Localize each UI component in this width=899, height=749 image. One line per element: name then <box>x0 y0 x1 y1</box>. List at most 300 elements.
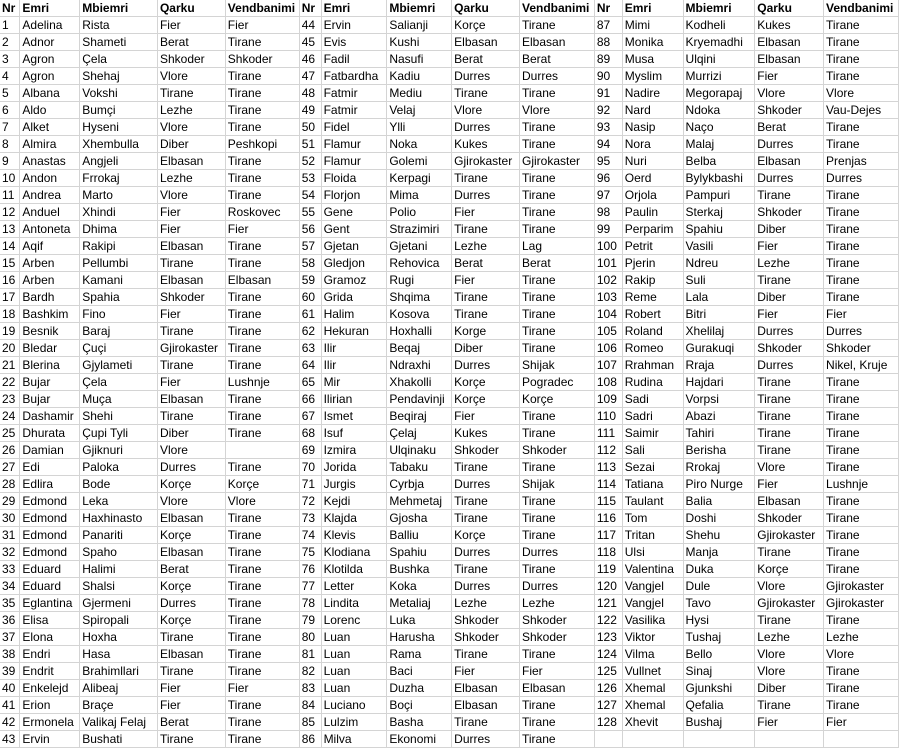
nr-cell[interactable]: 16 <box>0 272 20 289</box>
qarku-cell[interactable]: Fier <box>157 306 225 323</box>
mbiemri-cell[interactable]: Leka <box>80 493 158 510</box>
nr-cell[interactable]: 79 <box>299 612 321 629</box>
mbiemri-cell[interactable]: Çela <box>80 51 158 68</box>
mbiemri-cell[interactable]: Alibeaj <box>80 680 158 697</box>
mbiemri-cell[interactable]: Bushati <box>80 731 158 748</box>
vendbanimi-cell[interactable]: Tirane <box>520 119 595 136</box>
mbiemri-cell[interactable]: Gjermeni <box>80 595 158 612</box>
nr-cell[interactable]: 113 <box>594 459 622 476</box>
qarku-cell[interactable]: Vlore <box>157 119 225 136</box>
vendbanimi-cell[interactable]: Tirane <box>225 340 299 357</box>
nr-cell[interactable]: 110 <box>594 408 622 425</box>
emri-cell[interactable]: Ulsi <box>622 544 683 561</box>
nr-cell[interactable]: 69 <box>299 442 321 459</box>
mbiemri-cell[interactable] <box>683 731 755 748</box>
qarku-cell[interactable]: Tirane <box>755 187 824 204</box>
qarku-cell[interactable]: Gjirokaster <box>755 527 824 544</box>
emri-cell[interactable]: Ervin <box>321 17 387 34</box>
nr-cell[interactable]: 90 <box>594 68 622 85</box>
vendbanimi-cell[interactable]: Tirane <box>824 204 899 221</box>
mbiemri-cell[interactable]: Koka <box>387 578 452 595</box>
nr-cell[interactable]: 5 <box>0 85 20 102</box>
mbiemri-cell[interactable]: Metaliaj <box>387 595 452 612</box>
emri-cell[interactable]: Bledar <box>20 340 80 357</box>
nr-cell[interactable]: 70 <box>299 459 321 476</box>
qarku-cell[interactable]: Tirane <box>755 408 824 425</box>
nr-cell[interactable]: 111 <box>594 425 622 442</box>
nr-cell[interactable]: 24 <box>0 408 20 425</box>
emri-cell[interactable]: Tritan <box>622 527 683 544</box>
qarku-cell[interactable]: Durres <box>452 731 520 748</box>
qarku-cell[interactable]: Berat <box>157 714 225 731</box>
qarku-cell[interactable]: Fier <box>452 204 520 221</box>
mbiemri-cell[interactable]: Hasa <box>80 646 158 663</box>
vendbanimi-cell[interactable]: Tirane <box>824 289 899 306</box>
qarku-cell[interactable]: Tirane <box>157 629 225 646</box>
nr-cell[interactable]: 63 <box>299 340 321 357</box>
mbiemri-cell[interactable]: Ulqini <box>683 51 755 68</box>
emri-cell[interactable]: Gledjon <box>321 255 387 272</box>
qarku-cell[interactable]: Elbasan <box>452 697 520 714</box>
vendbanimi-cell[interactable]: Tirane <box>824 510 899 527</box>
emri-cell[interactable]: Xhevit <box>622 714 683 731</box>
emri-cell[interactable]: Besnik <box>20 323 80 340</box>
vendbanimi-cell[interactable]: Tirane <box>520 187 595 204</box>
vendbanimi-cell[interactable]: Tirane <box>225 408 299 425</box>
nr-cell[interactable]: 56 <box>299 221 321 238</box>
mbiemri-cell[interactable]: Bushaj <box>683 714 755 731</box>
nr-cell[interactable]: 13 <box>0 221 20 238</box>
vendbanimi-cell[interactable]: Tirane <box>225 289 299 306</box>
emri-cell[interactable]: Fatbardha <box>321 68 387 85</box>
mbiemri-cell[interactable]: Megorapaj <box>683 85 755 102</box>
nr-cell[interactable]: 64 <box>299 357 321 374</box>
vendbanimi-cell[interactable]: Tirane <box>824 119 899 136</box>
nr-cell[interactable]: 1 <box>0 17 20 34</box>
mbiemri-cell[interactable]: Kerpagi <box>387 170 452 187</box>
qarku-cell[interactable]: Gjirokaster <box>755 595 824 612</box>
emri-cell[interactable]: Grida <box>321 289 387 306</box>
nr-cell[interactable]: 127 <box>594 697 622 714</box>
nr-cell[interactable]: 17 <box>0 289 20 306</box>
emri-cell[interactable]: Vullnet <box>622 663 683 680</box>
qarku-cell[interactable]: Vlore <box>157 493 225 510</box>
mbiemri-cell[interactable]: Balia <box>683 493 755 510</box>
emri-cell[interactable]: Nard <box>622 102 683 119</box>
vendbanimi-cell[interactable]: Vlore <box>824 85 899 102</box>
qarku-cell[interactable]: Durres <box>452 578 520 595</box>
mbiemri-cell[interactable]: Xhelilaj <box>683 323 755 340</box>
nr-cell[interactable]: 99 <box>594 221 622 238</box>
nr-cell[interactable]: 7 <box>0 119 20 136</box>
emri-cell[interactable]: Floida <box>321 170 387 187</box>
emri-cell[interactable]: Xhemal <box>622 680 683 697</box>
qarku-cell[interactable]: Durres <box>755 357 824 374</box>
mbiemri-cell[interactable]: Frrokaj <box>80 170 158 187</box>
emri-cell[interactable]: Bujar <box>20 374 80 391</box>
vendbanimi-cell[interactable]: Durres <box>824 170 899 187</box>
emri-cell[interactable]: Blerina <box>20 357 80 374</box>
vendbanimi-cell[interactable]: Tirane <box>824 221 899 238</box>
vendbanimi-cell[interactable]: Tirane <box>824 34 899 51</box>
emri-cell[interactable]: Almira <box>20 136 80 153</box>
vendbanimi-cell[interactable]: Tirane <box>225 323 299 340</box>
nr-cell[interactable]: 26 <box>0 442 20 459</box>
nr-cell[interactable]: 8 <box>0 136 20 153</box>
mbiemri-cell[interactable]: Rehovica <box>387 255 452 272</box>
qarku-cell[interactable]: Tirane <box>755 544 824 561</box>
vendbanimi-cell[interactable]: Lezhe <box>824 629 899 646</box>
emri-cell[interactable]: Fatmir <box>321 102 387 119</box>
mbiemri-cell[interactable]: Pendavinji <box>387 391 452 408</box>
vendbanimi-cell[interactable]: Tirane <box>824 391 899 408</box>
nr-cell[interactable]: 86 <box>299 731 321 748</box>
mbiemri-cell[interactable]: Piro Nurge <box>683 476 755 493</box>
qarku-cell[interactable]: Korçe <box>157 578 225 595</box>
qarku-cell[interactable]: Shkoder <box>755 102 824 119</box>
emri-cell[interactable]: Paulin <box>622 204 683 221</box>
mbiemri-cell[interactable]: Malaj <box>683 136 755 153</box>
qarku-cell[interactable]: Tirane <box>452 561 520 578</box>
qarku-cell[interactable]: Elbasan <box>755 153 824 170</box>
emri-cell[interactable]: Luan <box>321 629 387 646</box>
nr-cell[interactable]: 29 <box>0 493 20 510</box>
vendbanimi-cell[interactable]: Shkoder <box>225 51 299 68</box>
vendbanimi-cell[interactable]: Berat <box>520 255 595 272</box>
vendbanimi-cell[interactable]: Gjirokaster <box>520 153 595 170</box>
emri-cell[interactable]: Tom <box>622 510 683 527</box>
nr-cell[interactable]: 81 <box>299 646 321 663</box>
emri-cell[interactable]: Edmond <box>20 544 80 561</box>
emri-cell[interactable]: Valentina <box>622 561 683 578</box>
qarku-cell[interactable]: Gjirokaster <box>157 340 225 357</box>
nr-cell[interactable]: 47 <box>299 68 321 85</box>
mbiemri-cell[interactable]: Çelaj <box>387 425 452 442</box>
nr-cell[interactable]: 107 <box>594 357 622 374</box>
mbiemri-cell[interactable]: Hyseni <box>80 119 158 136</box>
mbiemri-cell[interactable]: Vorpsi <box>683 391 755 408</box>
vendbanimi-cell[interactable]: Tirane <box>824 408 899 425</box>
emri-cell[interactable]: Edmond <box>20 527 80 544</box>
nr-cell[interactable]: 115 <box>594 493 622 510</box>
vendbanimi-cell[interactable]: Vlore <box>520 102 595 119</box>
emri-cell[interactable]: Flamur <box>321 136 387 153</box>
mbiemri-cell[interactable]: Fino <box>80 306 158 323</box>
qarku-header[interactable]: Qarku <box>452 0 520 17</box>
nr-cell[interactable]: 59 <box>299 272 321 289</box>
nr-cell[interactable]: 61 <box>299 306 321 323</box>
emri-cell[interactable]: Endri <box>20 646 80 663</box>
emri-cell[interactable]: Andon <box>20 170 80 187</box>
mbiemri-cell[interactable]: Bushka <box>387 561 452 578</box>
qarku-cell[interactable]: Elbasan <box>157 272 225 289</box>
qarku-cell[interactable]: Durres <box>755 323 824 340</box>
nr-cell[interactable]: 41 <box>0 697 20 714</box>
emri-cell[interactable]: Klotilda <box>321 561 387 578</box>
vendbanimi-cell[interactable]: Tirane <box>225 153 299 170</box>
vendbanimi-cell[interactable]: Tirane <box>520 459 595 476</box>
mbiemri-cell[interactable]: Kadiu <box>387 68 452 85</box>
qarku-cell[interactable]: Fier <box>755 714 824 731</box>
qarku-header[interactable]: Qarku <box>755 0 824 17</box>
mbiemri-cell[interactable]: Gjiknuri <box>80 442 158 459</box>
vendbanimi-cell[interactable]: Vlore <box>824 646 899 663</box>
qarku-cell[interactable]: Tirane <box>755 374 824 391</box>
vendbanimi-cell[interactable]: Tirane <box>520 136 595 153</box>
vendbanimi-cell[interactable]: Tirane <box>225 629 299 646</box>
vendbanimi-cell[interactable]: Tirane <box>225 255 299 272</box>
mbiemri-cell[interactable]: Lala <box>683 289 755 306</box>
qarku-cell[interactable]: Berat <box>157 561 225 578</box>
mbiemri-cell[interactable]: Noka <box>387 136 452 153</box>
vendbanimi-cell[interactable]: Nikel, Kruje <box>824 357 899 374</box>
mbiemri-cell[interactable]: Marto <box>80 187 158 204</box>
mbiemri-cell[interactable]: Berisha <box>683 442 755 459</box>
mbiemri-cell[interactable]: Shalsi <box>80 578 158 595</box>
qarku-cell[interactable]: Lezhe <box>452 595 520 612</box>
mbiemri-cell[interactable]: Rista <box>80 17 158 34</box>
emri-cell[interactable]: Lulzim <box>321 714 387 731</box>
emri-cell[interactable]: Ervin <box>20 731 80 748</box>
vendbanimi-cell[interactable]: Tirane <box>225 714 299 731</box>
mbiemri-cell[interactable]: Naço <box>683 119 755 136</box>
vendbanimi-cell[interactable] <box>824 731 899 748</box>
nr-cell[interactable]: 109 <box>594 391 622 408</box>
mbiemri-header[interactable]: Mbiemri <box>683 0 755 17</box>
emri-cell[interactable]: Evis <box>321 34 387 51</box>
qarku-cell[interactable]: Elbasan <box>157 544 225 561</box>
qarku-cell[interactable]: Vlore <box>755 459 824 476</box>
nr-cell[interactable]: 58 <box>299 255 321 272</box>
nr-cell[interactable]: 45 <box>299 34 321 51</box>
emri-cell[interactable]: Damian <box>20 442 80 459</box>
emri-cell[interactable]: Klevis <box>321 527 387 544</box>
nr-cell[interactable]: 92 <box>594 102 622 119</box>
nr-cell[interactable]: 11 <box>0 187 20 204</box>
vendbanimi-cell[interactable]: Shijak <box>520 476 595 493</box>
mbiemri-cell[interactable]: Harusha <box>387 629 452 646</box>
qarku-cell[interactable]: Elbasan <box>452 34 520 51</box>
vendbanimi-header[interactable]: Vendbanimi <box>824 0 899 17</box>
nr-cell[interactable]: 32 <box>0 544 20 561</box>
vendbanimi-cell[interactable]: Tirane <box>824 680 899 697</box>
nr-cell[interactable]: 34 <box>0 578 20 595</box>
qarku-cell[interactable]: Tirane <box>452 306 520 323</box>
qarku-cell[interactable]: Tirane <box>452 221 520 238</box>
nr-cell[interactable]: 44 <box>299 17 321 34</box>
emri-cell[interactable]: Aqif <box>20 238 80 255</box>
emri-cell[interactable]: Vilma <box>622 646 683 663</box>
vendbanimi-cell[interactable]: Tirane <box>520 17 595 34</box>
mbiemri-cell[interactable]: Gurakuqi <box>683 340 755 357</box>
emri-cell[interactable]: Nuri <box>622 153 683 170</box>
vendbanimi-header[interactable]: Vendbanimi <box>225 0 299 17</box>
emri-cell[interactable]: Klajda <box>321 510 387 527</box>
emri-cell[interactable]: Aldo <box>20 102 80 119</box>
nr-cell[interactable]: 12 <box>0 204 20 221</box>
vendbanimi-cell[interactable]: Tirane <box>824 561 899 578</box>
nr-cell[interactable]: 100 <box>594 238 622 255</box>
nr-cell[interactable]: 54 <box>299 187 321 204</box>
mbiemri-cell[interactable]: Spahiu <box>387 544 452 561</box>
vendbanimi-cell[interactable]: Tirane <box>520 561 595 578</box>
mbiemri-cell[interactable]: Vokshi <box>80 85 158 102</box>
vendbanimi-cell[interactable]: Fier <box>824 714 899 731</box>
vendbanimi-cell[interactable]: Gjirokaster <box>824 595 899 612</box>
emri-cell[interactable]: Isuf <box>321 425 387 442</box>
vendbanimi-cell[interactable]: Korçe <box>520 391 595 408</box>
mbiemri-cell[interactable]: Haxhinasto <box>80 510 158 527</box>
emri-cell[interactable]: Perparim <box>622 221 683 238</box>
vendbanimi-cell[interactable]: Durres <box>824 323 899 340</box>
emri-cell[interactable]: Halim <box>321 306 387 323</box>
emri-cell[interactable]: Edlira <box>20 476 80 493</box>
mbiemri-cell[interactable]: Beqiraj <box>387 408 452 425</box>
vendbanimi-cell[interactable]: Tirane <box>225 527 299 544</box>
qarku-cell[interactable]: Elbasan <box>157 391 225 408</box>
emri-cell[interactable]: Rudina <box>622 374 683 391</box>
mbiemri-cell[interactable]: Luka <box>387 612 452 629</box>
qarku-cell[interactable]: Durres <box>157 595 225 612</box>
qarku-cell[interactable]: Durres <box>452 187 520 204</box>
nr-cell[interactable]: 112 <box>594 442 622 459</box>
emri-cell[interactable]: Nora <box>622 136 683 153</box>
emri-cell[interactable]: Luan <box>321 663 387 680</box>
qarku-cell[interactable]: Tirane <box>452 289 520 306</box>
mbiemri-cell[interactable]: Hoxha <box>80 629 158 646</box>
nr-cell[interactable]: 97 <box>594 187 622 204</box>
vendbanimi-cell[interactable]: Peshkopi <box>225 136 299 153</box>
qarku-cell[interactable]: Fier <box>157 697 225 714</box>
nr-cell[interactable]: 42 <box>0 714 20 731</box>
vendbanimi-cell[interactable]: Tirane <box>824 374 899 391</box>
emri-cell[interactable]: Edmond <box>20 510 80 527</box>
nr-cell[interactable]: 116 <box>594 510 622 527</box>
emri-cell[interactable]: Ermonela <box>20 714 80 731</box>
emri-cell[interactable]: Luciano <box>321 697 387 714</box>
qarku-cell[interactable]: Fier <box>755 68 824 85</box>
mbiemri-cell[interactable]: Kosova <box>387 306 452 323</box>
nr-cell[interactable]: 33 <box>0 561 20 578</box>
emri-cell[interactable]: Izmira <box>321 442 387 459</box>
nr-cell[interactable]: 46 <box>299 51 321 68</box>
qarku-cell[interactable]: Durres <box>452 119 520 136</box>
mbiemri-cell[interactable]: Salianji <box>387 17 452 34</box>
qarku-cell[interactable]: Vlore <box>452 102 520 119</box>
nr-cell[interactable]: 27 <box>0 459 20 476</box>
qarku-cell[interactable]: Tirane <box>755 442 824 459</box>
vendbanimi-cell[interactable]: Tirane <box>520 272 595 289</box>
nr-cell[interactable]: 48 <box>299 85 321 102</box>
nr-cell[interactable]: 2 <box>0 34 20 51</box>
nr-cell[interactable]: 68 <box>299 425 321 442</box>
vendbanimi-cell[interactable]: Tirane <box>225 595 299 612</box>
qarku-cell[interactable]: Kukes <box>452 425 520 442</box>
qarku-cell[interactable]: Diber <box>452 340 520 357</box>
emri-cell[interactable]: Edmond <box>20 493 80 510</box>
vendbanimi-cell[interactable]: Tirane <box>225 578 299 595</box>
nr-cell[interactable]: 80 <box>299 629 321 646</box>
nr-header[interactable]: Nr <box>299 0 321 17</box>
vendbanimi-cell[interactable]: Tirane <box>225 170 299 187</box>
vendbanimi-cell[interactable]: Tirane <box>225 510 299 527</box>
mbiemri-cell[interactable]: Ndreu <box>683 255 755 272</box>
vendbanimi-cell[interactable]: Tirane <box>824 425 899 442</box>
emri-cell[interactable]: Antoneta <box>20 221 80 238</box>
emri-cell[interactable] <box>622 731 683 748</box>
emri-cell[interactable]: Adelina <box>20 17 80 34</box>
nr-cell[interactable]: 14 <box>0 238 20 255</box>
emri-cell[interactable]: Pjerin <box>622 255 683 272</box>
vendbanimi-cell[interactable]: Tirane <box>225 391 299 408</box>
nr-cell[interactable]: 74 <box>299 527 321 544</box>
nr-cell[interactable]: 10 <box>0 170 20 187</box>
qarku-cell[interactable]: Diber <box>755 680 824 697</box>
qarku-cell[interactable]: Elbasan <box>452 680 520 697</box>
vendbanimi-cell[interactable]: Tirane <box>824 459 899 476</box>
nr-cell[interactable]: 104 <box>594 306 622 323</box>
nr-cell[interactable]: 57 <box>299 238 321 255</box>
vendbanimi-cell[interactable]: Tirane <box>520 493 595 510</box>
qarku-cell[interactable]: Elbasan <box>755 34 824 51</box>
qarku-cell[interactable]: Vlore <box>157 187 225 204</box>
qarku-cell[interactable]: Fier <box>452 663 520 680</box>
qarku-cell[interactable]: Elbasan <box>157 238 225 255</box>
nr-cell[interactable]: 84 <box>299 697 321 714</box>
emri-cell[interactable]: Luan <box>321 646 387 663</box>
qarku-cell[interactable]: Tirane <box>452 714 520 731</box>
nr-cell[interactable]: 28 <box>0 476 20 493</box>
mbiemri-cell[interactable]: Gjunkshi <box>683 680 755 697</box>
mbiemri-cell[interactable]: Boçi <box>387 697 452 714</box>
qarku-cell[interactable]: Tirane <box>755 425 824 442</box>
mbiemri-cell[interactable]: Tushaj <box>683 629 755 646</box>
emri-cell[interactable]: Myslim <box>622 68 683 85</box>
vendbanimi-cell[interactable]: Tirane <box>225 697 299 714</box>
vendbanimi-cell[interactable] <box>225 442 299 459</box>
vendbanimi-cell[interactable]: Tirane <box>824 544 899 561</box>
emri-cell[interactable]: Lorenc <box>321 612 387 629</box>
mbiemri-cell[interactable]: Kodheli <box>683 17 755 34</box>
qarku-cell[interactable]: Berat <box>157 34 225 51</box>
nr-cell[interactable]: 9 <box>0 153 20 170</box>
vendbanimi-cell[interactable]: Tirane <box>824 697 899 714</box>
nr-cell[interactable]: 87 <box>594 17 622 34</box>
emri-header[interactable]: Emri <box>20 0 80 17</box>
mbiemri-cell[interactable]: Hysi <box>683 612 755 629</box>
vendbanimi-cell[interactable]: Fier <box>520 663 595 680</box>
mbiemri-cell[interactable]: Mediu <box>387 85 452 102</box>
nr-cell[interactable]: 101 <box>594 255 622 272</box>
qarku-cell[interactable]: Tirane <box>157 663 225 680</box>
vendbanimi-cell[interactable]: Tirane <box>225 306 299 323</box>
qarku-cell[interactable]: Diber <box>157 425 225 442</box>
emri-cell[interactable]: Bardh <box>20 289 80 306</box>
vendbanimi-cell[interactable]: Tirane <box>225 459 299 476</box>
vendbanimi-cell[interactable]: Tirane <box>225 238 299 255</box>
qarku-cell[interactable]: Tirane <box>157 408 225 425</box>
nr-cell[interactable]: 22 <box>0 374 20 391</box>
vendbanimi-cell[interactable]: Tirane <box>225 561 299 578</box>
emri-cell[interactable]: Lindita <box>321 595 387 612</box>
nr-header[interactable]: Nr <box>594 0 622 17</box>
mbiemri-cell[interactable]: Valikaj Felaj <box>80 714 158 731</box>
qarku-cell[interactable]: Tirane <box>452 510 520 527</box>
vendbanimi-cell[interactable]: Tirane <box>824 272 899 289</box>
mbiemri-cell[interactable]: Ekonomi <box>387 731 452 748</box>
qarku-cell[interactable]: Fier <box>157 221 225 238</box>
nr-cell[interactable]: 50 <box>299 119 321 136</box>
